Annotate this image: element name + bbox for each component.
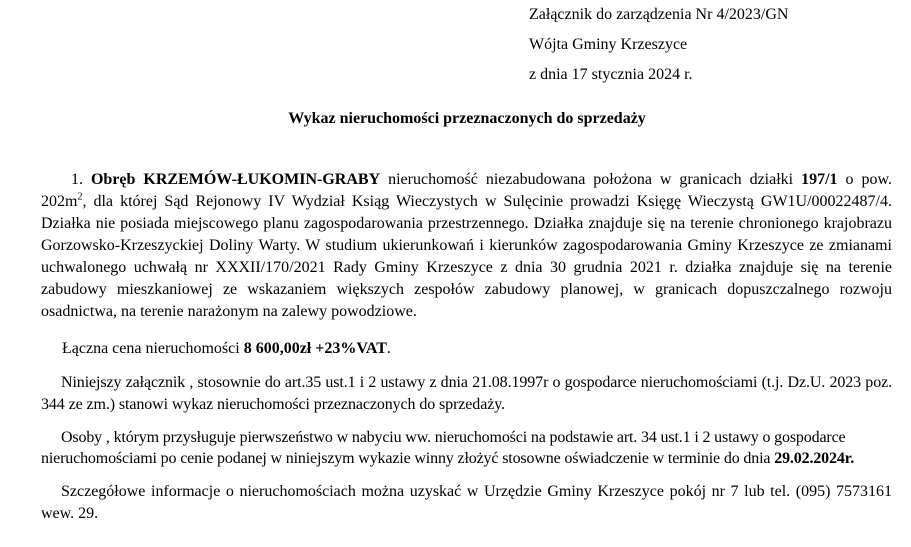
price-suffix: . [386,340,391,357]
item-number: 1. [71,171,83,188]
parcel-number: 197/1 [801,171,838,188]
annex-statement: Niniejszy załącznik , stosownie do art.35 ust.1 i 2 ustawy z dnia 21.08.1997r o gospodarce nieruchomościami (t.j. Dz.U. 2023 poz. 344 ze zm.) stanowi wykaz nieruchomości przeznaczonych do sprzedaży. [41,374,892,413]
deadline-date: 29.02.2024r. [774,450,855,467]
priority-text: Osoby , którym przysługuje pierwszeństwo w nabyciu ww. nieruchomości na podstawie art. 34 ust.1 i 2 ustawy o gospodarce nieruchomościami po cenie podanej w niniejszym wykazie winny złożyć stosowne oświadczenie w terminie do dnia [41,429,846,467]
item-text-a: nieruchomość niezabudowana położona w granicach działki [380,171,802,188]
document-body [41,169,892,525]
price-label: Łączna cena nieruchomości [62,340,244,357]
priority-persons-notice [41,427,892,469]
price-value: 8 600,00zł +23%VAT [243,340,387,357]
area-superscript: 2 [77,191,83,203]
property-item-1 [41,169,892,323]
item-text-b: o pow. 202m [41,171,892,210]
annex-date: z dnia 17 stycznia 2024 r. [529,66,693,83]
document-title: Wykaz nieruchomości przeznaczonych do sprzedaży [288,110,646,127]
item-text-c: , dla której Sąd Rejonowy IV Wydział Ksiąg Wieczystych w Sulęcinie prowadzi Księgę Wieczystą GW1U/00022487/4. Działka nie posiada miejscowego planu zagospodarowania przestrzennego. Działka znajduje się na terenie chronionego krajobrazu Gorzowsko-Krzeszyckiej Doliny Warty. W studium ukierunkowań i kierunków zagospodarowania Gminy Krzeszyce ze zmianami uchwalonego uchwałą nr XXXII/170/2021 Rady Gminy Krzeszyce z dnia 30 grudnia 2021 r. działka znajduje się na terenie zabudowy mieszkaniowej ze wskazaniem większych zespołów zabudowy planowej, w granicach dopuszczalnego rozwoju osadnictwa, na terenie narażonym na zalewy powodziowe. [41,193,892,320]
obreb-label: Obręb KRZEMÓW-ŁUKOMIN-GRABY [90,171,381,188]
annex-reference: Załącznik do zarządzenia Nr 4/2023/GN [529,6,789,23]
total-price [41,338,892,360]
issuer: Wójta Gminy Krzeszyce [529,36,688,53]
contact-info: Szczegółowe informacje o nieruchomościach można uzyskać w Urzędzie Gminy Krzeszyce pokój nr 7 lub tel. (095) 7573161 wew. 29. [41,483,892,522]
annex-header [529,4,889,94]
